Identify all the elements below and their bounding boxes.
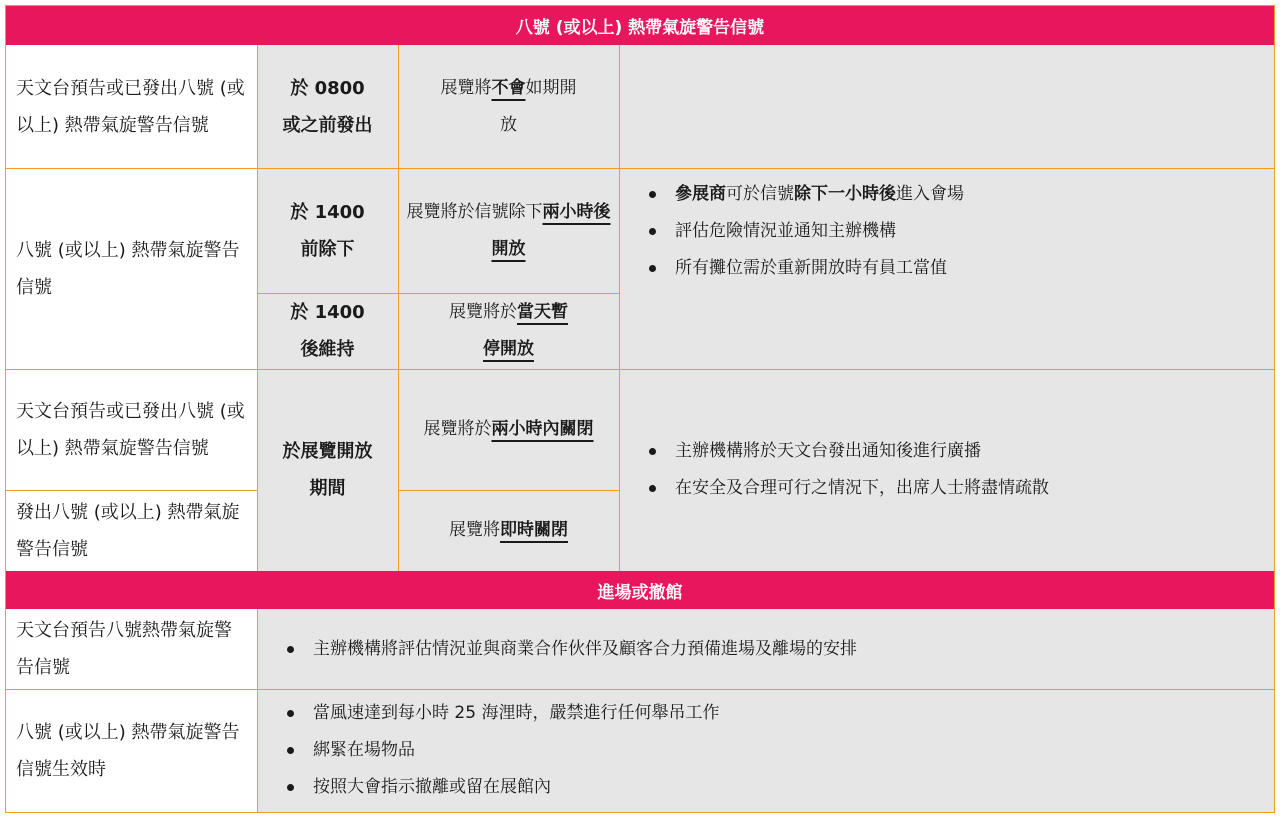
text-run: 展覽將 — [440, 77, 492, 98]
text-run: 按照大會指示撤離或留在展館內 — [313, 777, 551, 797]
row-divider — [6, 689, 1274, 690]
situation-label: 天文台預告或已發出八號 (或以上) 熱帶氣旋警告信號 — [6, 369, 257, 490]
emphasis-text: 當天暫停開放 — [483, 302, 568, 359]
notes-cell — [257, 689, 1274, 812]
bullet-item — [649, 433, 1049, 470]
section-title: 八號 (或以上) 熱帶氣旋警告信號 — [515, 18, 765, 38]
exhibition-status — [398, 369, 619, 490]
row-divider — [6, 168, 1274, 169]
notes-list — [257, 631, 857, 668]
text-run: 進入會場 — [896, 184, 964, 204]
bullet-item — [649, 176, 964, 213]
typhoon-arrangement-table — [5, 5, 1275, 813]
exhibition-status-text — [424, 411, 594, 448]
text-run: 所有攤位需於重新開放時有員工當值 — [675, 258, 947, 278]
text-run: 可於信號 — [726, 184, 794, 204]
exhibition-status — [398, 293, 619, 369]
row-divider — [6, 369, 1274, 370]
text-run: 主辦機構將評估情況並與商業合作伙伴及顧客合力預備進場及離場的安排 — [313, 638, 857, 659]
timing-condition: 於展覽開放期間 — [257, 369, 398, 571]
text-run: 展覽將 — [449, 520, 500, 540]
row-divider — [398, 490, 619, 491]
bullet-item — [287, 769, 719, 806]
situation-label: 天文台預告或已發出八號 (或以上) 熱帶氣旋警告信號 — [6, 45, 257, 168]
notes-list — [619, 176, 964, 287]
exhibition-status-text — [440, 70, 577, 144]
column-divider — [257, 45, 258, 571]
exhibition-status — [398, 168, 619, 293]
bullet-item — [287, 732, 719, 769]
notes-list — [619, 433, 1049, 507]
bullet-item — [649, 213, 964, 250]
row-divider — [257, 293, 619, 294]
text-run: 評估危險情況並通知主辦機構 — [675, 221, 896, 241]
text-run: 如期開放 — [500, 77, 577, 135]
timing-condition: 於 1400 後維持 — [257, 293, 398, 369]
exhibition-status — [398, 45, 619, 168]
text-run: 展覽將於信號除下 — [406, 201, 543, 222]
notes-cell — [619, 168, 1274, 293]
exhibition-status — [398, 490, 619, 571]
text-run: 在安全及合理可行之情況下，出席人士將盡情疏散 — [675, 478, 1049, 498]
exhibition-status-text — [449, 512, 568, 549]
column-divider — [398, 45, 399, 571]
situation-label: 八號 (或以上) 熱帶氣旋警告信號 — [6, 168, 257, 369]
emphasis-text: 即時關閉 — [500, 520, 568, 540]
notes-empty — [619, 293, 1274, 369]
section-header-typhoon-signal — [6, 6, 1274, 45]
bullet-item — [649, 250, 964, 287]
bullet-item — [287, 695, 719, 732]
notes-cell — [257, 609, 1274, 689]
text-run: 綁緊在場物品 — [313, 740, 415, 760]
exhibition-status-text — [406, 194, 611, 268]
emphasis-text: 參展商 — [675, 184, 726, 204]
notes-cell — [619, 369, 1274, 571]
column-divider — [619, 45, 620, 571]
section-title: 進場或撤館 — [597, 582, 683, 603]
situation-label: 天文台預告八號熱帶氣旋警告信號 — [6, 609, 257, 689]
bullet-item — [649, 470, 1049, 507]
situation-label: 發出八號 (或以上) 熱帶氣旋警告信號 — [6, 490, 257, 571]
emphasis-text: 不會 — [491, 77, 526, 98]
text-run: 展覽將於 — [423, 419, 492, 439]
text-run: 主辦機構將於天文台發出通知後進行廣播 — [675, 441, 981, 461]
timing-condition: 於 1400 前除下 — [257, 168, 398, 293]
notes-empty — [619, 45, 1274, 168]
timing-condition: 於 0800 或之前發出 — [257, 45, 398, 168]
emphasis-text: 兩小時內關閉 — [491, 419, 594, 439]
bullet-item — [287, 631, 857, 668]
situation-label: 八號 (或以上) 熱帶氣旋警告信號生效時 — [6, 689, 257, 812]
notes-list — [257, 695, 719, 806]
text-run: 展覽將於 — [449, 302, 517, 322]
row-divider — [6, 490, 257, 491]
exhibition-status-text — [448, 294, 569, 368]
column-divider — [257, 609, 258, 812]
emphasis-text: 除下一小時後 — [794, 184, 896, 204]
text-run: 當風速達到每小時 25 海浬時，嚴禁進行任何舉吊工作 — [313, 703, 720, 723]
section-header-move-in-out — [6, 571, 1274, 609]
emphasis-text: 兩小時後開放 — [491, 201, 611, 259]
